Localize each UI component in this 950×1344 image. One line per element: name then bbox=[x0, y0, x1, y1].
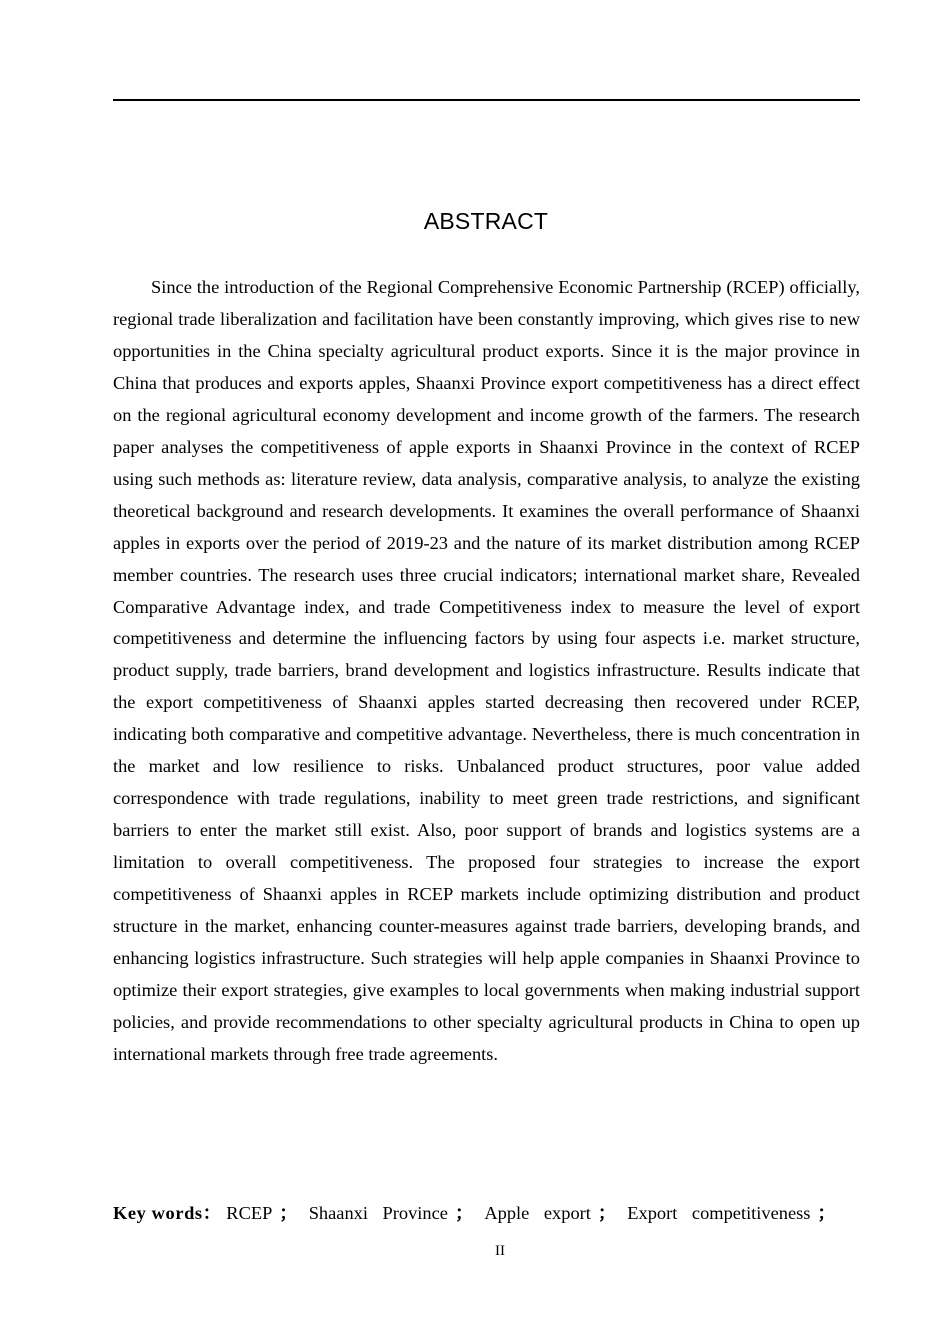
keyword-separator: ； bbox=[454, 1203, 474, 1223]
keyword-item: Shaanxi Province bbox=[308, 1203, 448, 1223]
abstract-title: ABSTRACT bbox=[423, 208, 549, 234]
keyword-separator: ； bbox=[597, 1203, 617, 1223]
page-number: II bbox=[495, 1243, 505, 1259]
abstract-paragraph: Since the introduction of the Regional Comprehensive Economic Partnership (RCEP) officially, regional trade liberalization and facilitation have been constantly improving, which gives rise to new opportunities in the China specialty agricultural product exports. Since it is the major province in China that produces and exports apples, Shaanxi Province export competitiveness has a direct effect on the regional agricultural economy development and income growth of the farmers. The research paper analyses the competitiveness of apple exports in Shaanxi Province in the context of RCEP using such methods as: literature review, data analysis, comparative analysis, to analyze the existing theoretical background and research developments. It examines the overall performance of Shaanxi apples in exports over the period of 2019-23 and the nature of its market distribution among RCEP member countries. The research uses three crucial indicators; international market share, Revealed Comparative Advantage index, and trade Competitiveness index to measure the level of export competitiveness and determine the influencing factors by using four aspects i.e. market structure, product supply, trade barriers, brand development and logistics infrastructure. Results indicate that the export competitiveness of Shaanxi apples started decreasing then recovered under RCEP, indicating both comparative and competitive advantage. Nevertheless, there is much concentration in the market and low resilience to risks. Unbalanced product structures, poor value added correspondence with trade regulations, inability to meet green trade restrictions, and significant barriers to enter the market still exist. Also, poor support of brands and logistics systems are a limitation to overall competitiveness. The proposed four strategies to increase the export competitiveness of Shaanxi apples in RCEP markets include optimizing distribution and product structure in the market, enhancing counter-measures against trade barriers, developing brands, and enhancing logistics infrastructure. Such strategies will help apple companies in Shaanxi Province to optimize their export strategies, give examples to local governments when making industrial support policies, and provide recommendations to other specialty agricultural products in China to open up international markets through free trade agreements. bbox=[113, 277, 860, 1064]
keyword-item: Export competitiveness bbox=[627, 1203, 811, 1223]
header-rule bbox=[113, 99, 860, 101]
keywords-label: Key words： bbox=[113, 1203, 222, 1223]
keyword-separator: ； bbox=[279, 1203, 298, 1223]
keyword-item: Apple export bbox=[484, 1203, 591, 1223]
keyword-separator: ； bbox=[817, 1203, 836, 1223]
keywords-line bbox=[113, 1199, 860, 1227]
keyword-item: RCEP bbox=[226, 1203, 273, 1223]
